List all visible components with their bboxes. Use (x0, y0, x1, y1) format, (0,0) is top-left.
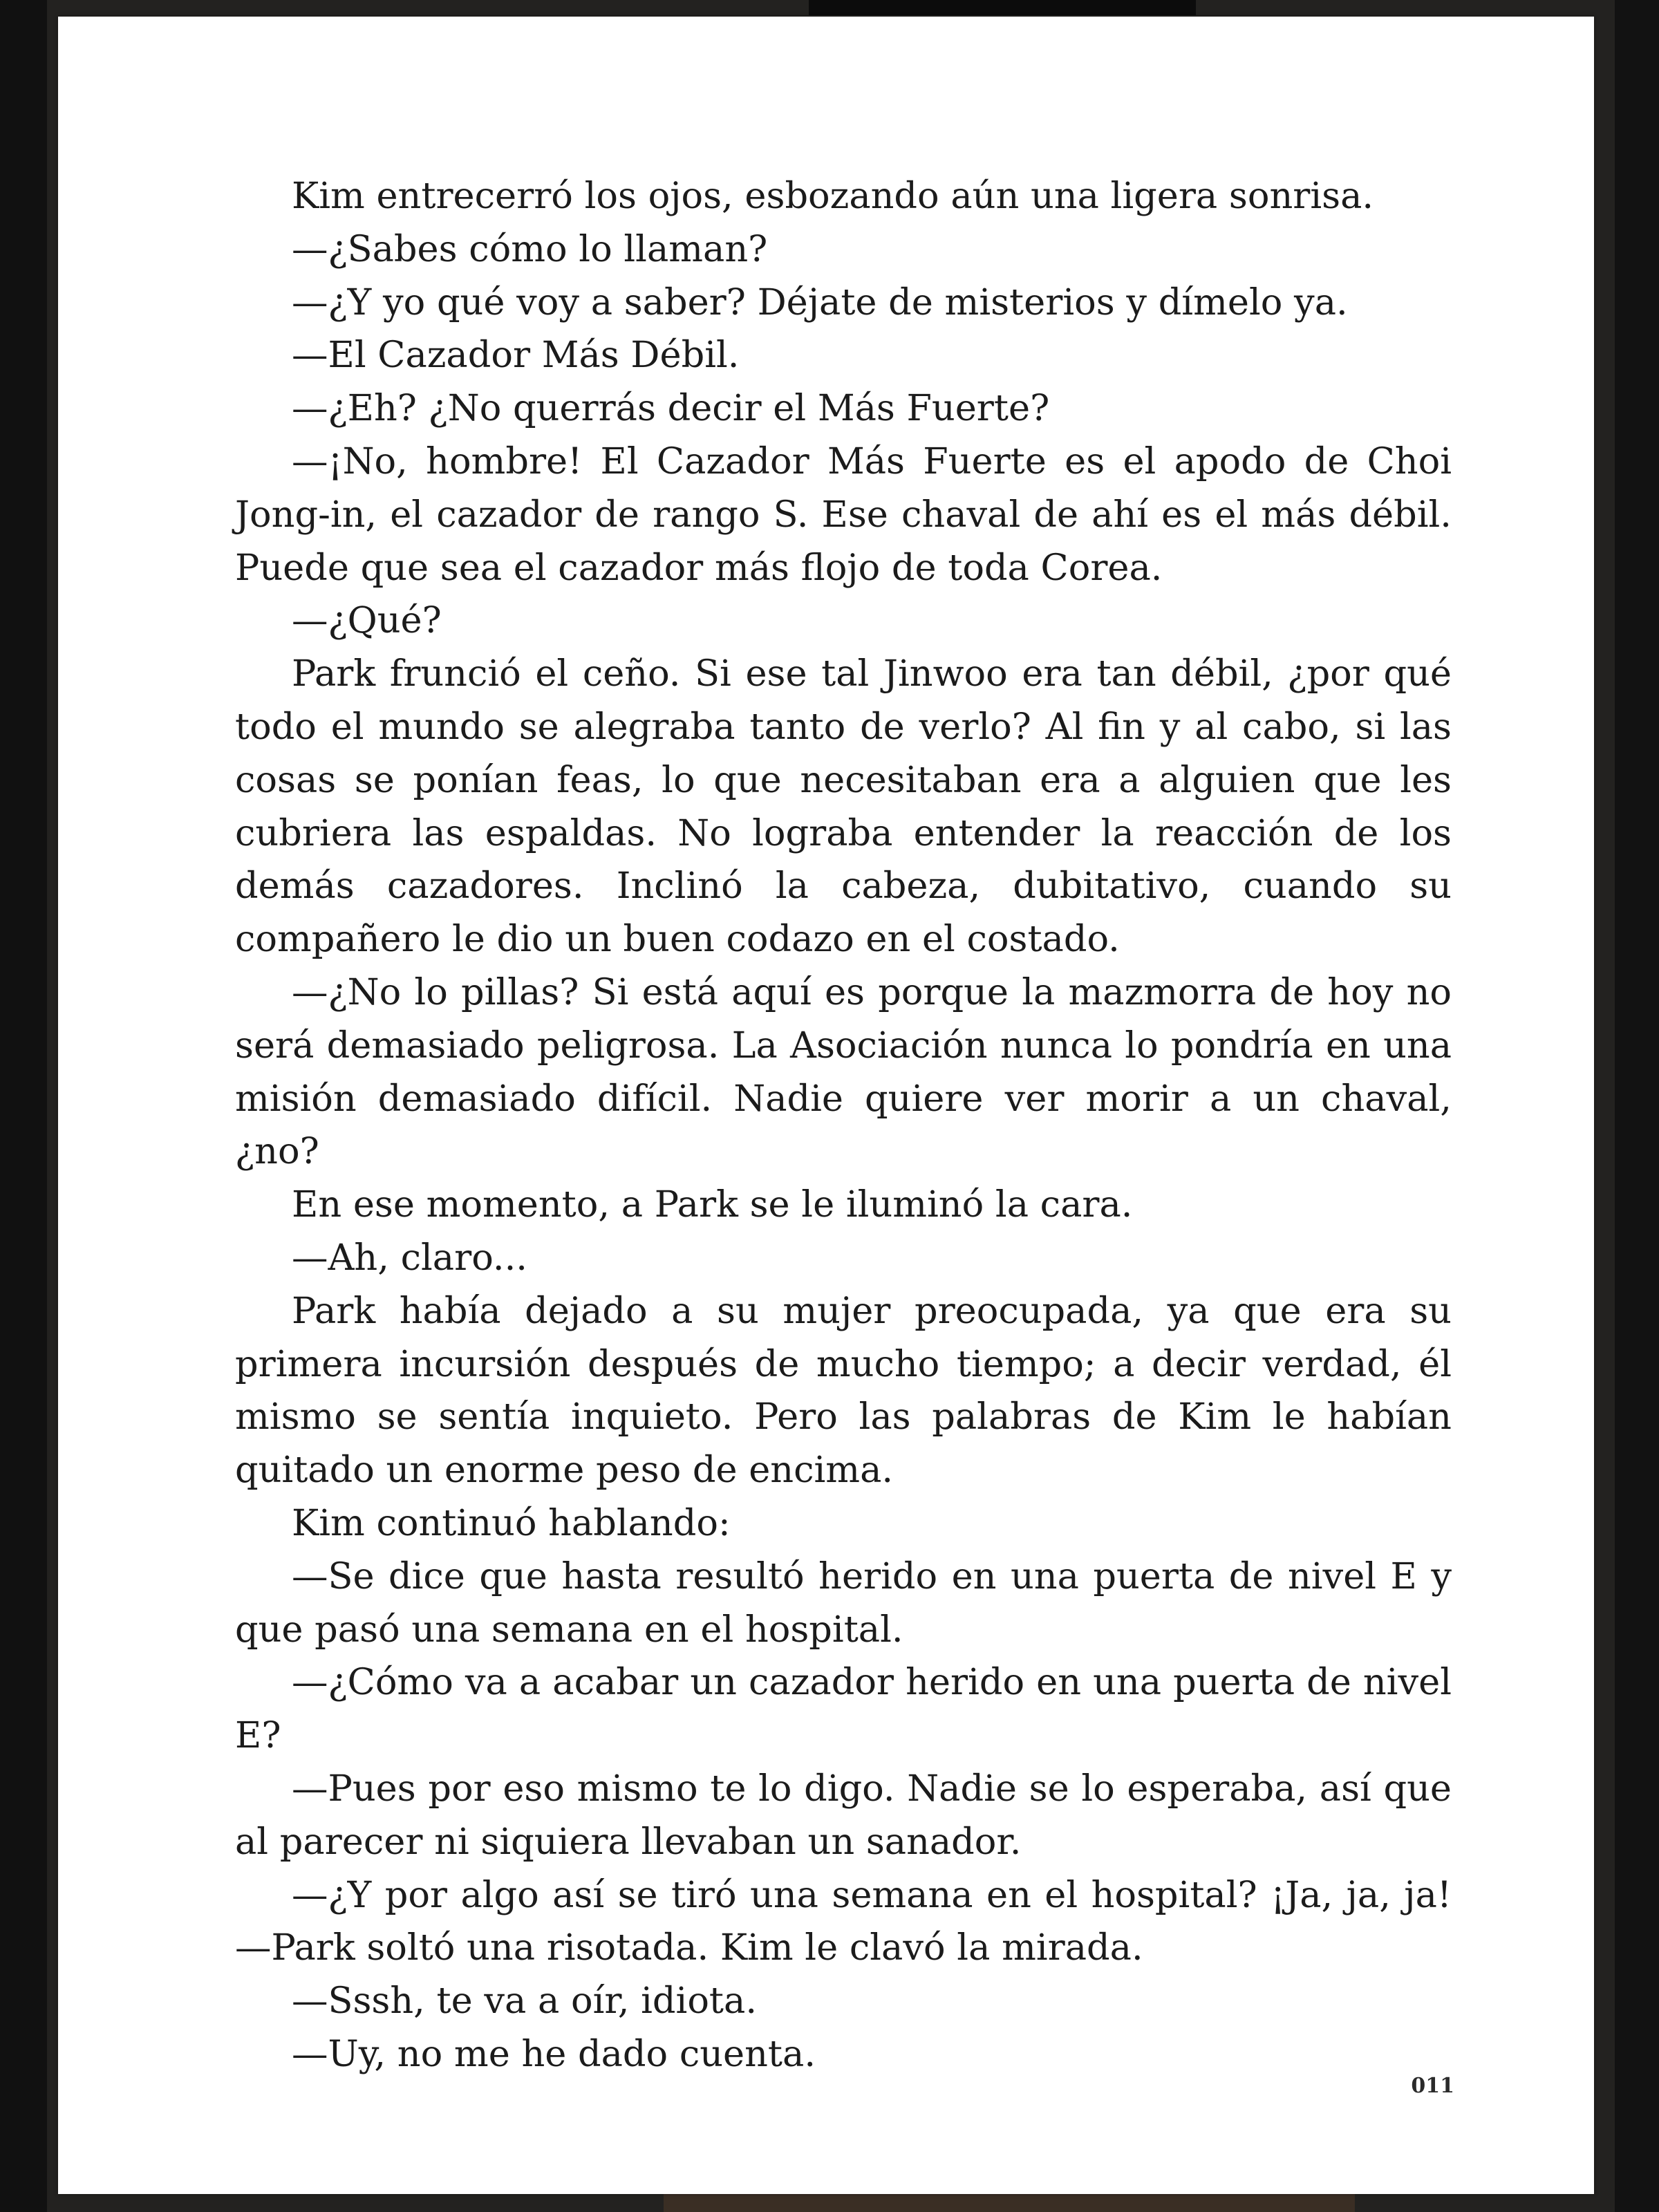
paragraph-7: —¿Qué? (292, 599, 442, 642)
viewer-left-edge (0, 0, 47, 2212)
body-text (235, 170, 1452, 2081)
paragraph-8: Park frunció el ceño. Si ese tal Jinwoo era tan débil, ¿por qué todo el mundo se alegraba tanto de verlo? Al fin y al cabo, si las cosas se ponían feas, lo que necesitaban era a alguien que les cubriera las espaldas. No lograba entender la reacción de los demás cazadores. Inclinó la cabeza, dubitativo, cuando su compañero le dio un buen codazo en el costado. (235, 653, 1452, 961)
paragraph-1: Kim entrecerró los ojos, esbozando aún una ligera sonrisa. (292, 175, 1374, 217)
paragraph-9: —¿No lo pillas? Si está aquí es porque la mazmorra de hoy no será demasiado peligrosa. La Asociación nunca lo pondría en una misión demasiado difícil. Nadie quiere ver morir a un chaval, ¿no? (235, 971, 1452, 1173)
paragraph-3: —¿Y yo qué voy a saber? Déjate de misterios y dímelo ya. (292, 281, 1348, 324)
paragraph-16: —Pues por eso mismo te lo digo. Nadie se lo esperaba, así que al parecer ni siquiera llevaban un sanador. (235, 1767, 1452, 1863)
viewer-bottom-strip (664, 2193, 1355, 2212)
viewer-right-edge (1615, 0, 1659, 2212)
paragraph-15: —¿Cómo va a acabar un cazador herido en una puerta de nivel E? (235, 1661, 1452, 1757)
paragraph-5: —¿Eh? ¿No querrás decir el Más Fuerte? (292, 387, 1050, 430)
paragraph-4: —El Cazador Más Débil. (292, 334, 740, 377)
paragraph-2: —¿Sabes cómo lo llaman? (292, 227, 768, 270)
paragraph-12: Park había dejado a su mujer preocupada, ya que era su primera incursión después de mucho tiempo; a decir verdad, él mismo se sentía inquieto. Pero las palabras de Kim le habían quitado un enorme peso de encima. (235, 1289, 1452, 1492)
paragraph-10: En ese momento, a Park se le iluminó la cara. (292, 1183, 1133, 1226)
paragraph-14: —Se dice que hasta resultó herido en una puerta de nivel E y que pasó una semana en el hospital. (235, 1555, 1452, 1651)
paragraph-18: —Sssh, te va a oír, idiota. (292, 1980, 758, 2023)
paragraph-11: —Ah, claro... (292, 1236, 527, 1279)
paragraph-13: Kim continuó hablando: (292, 1501, 731, 1544)
paragraph-6: —¡No, hombre! El Cazador Más Fuerte es el apodo de Choi Jong-in, el cazador de rango S. Ese chaval de ahí es el más débil. Puede que sea el cazador más flojo de toda Corea. (235, 440, 1452, 589)
book-page[interactable] (58, 17, 1594, 2194)
page-number: 011 (1411, 2074, 1454, 2098)
paragraph-19: —Uy, no me he dado cuenta. (292, 2032, 816, 2075)
paragraph-17: —¿Y por algo así se tiró una semana en el hospital? ¡Ja, ja, ja! —Park soltó una risotada. Kim le clavó la mirada. (235, 1873, 1452, 1969)
viewer-top-strip (809, 0, 1196, 15)
